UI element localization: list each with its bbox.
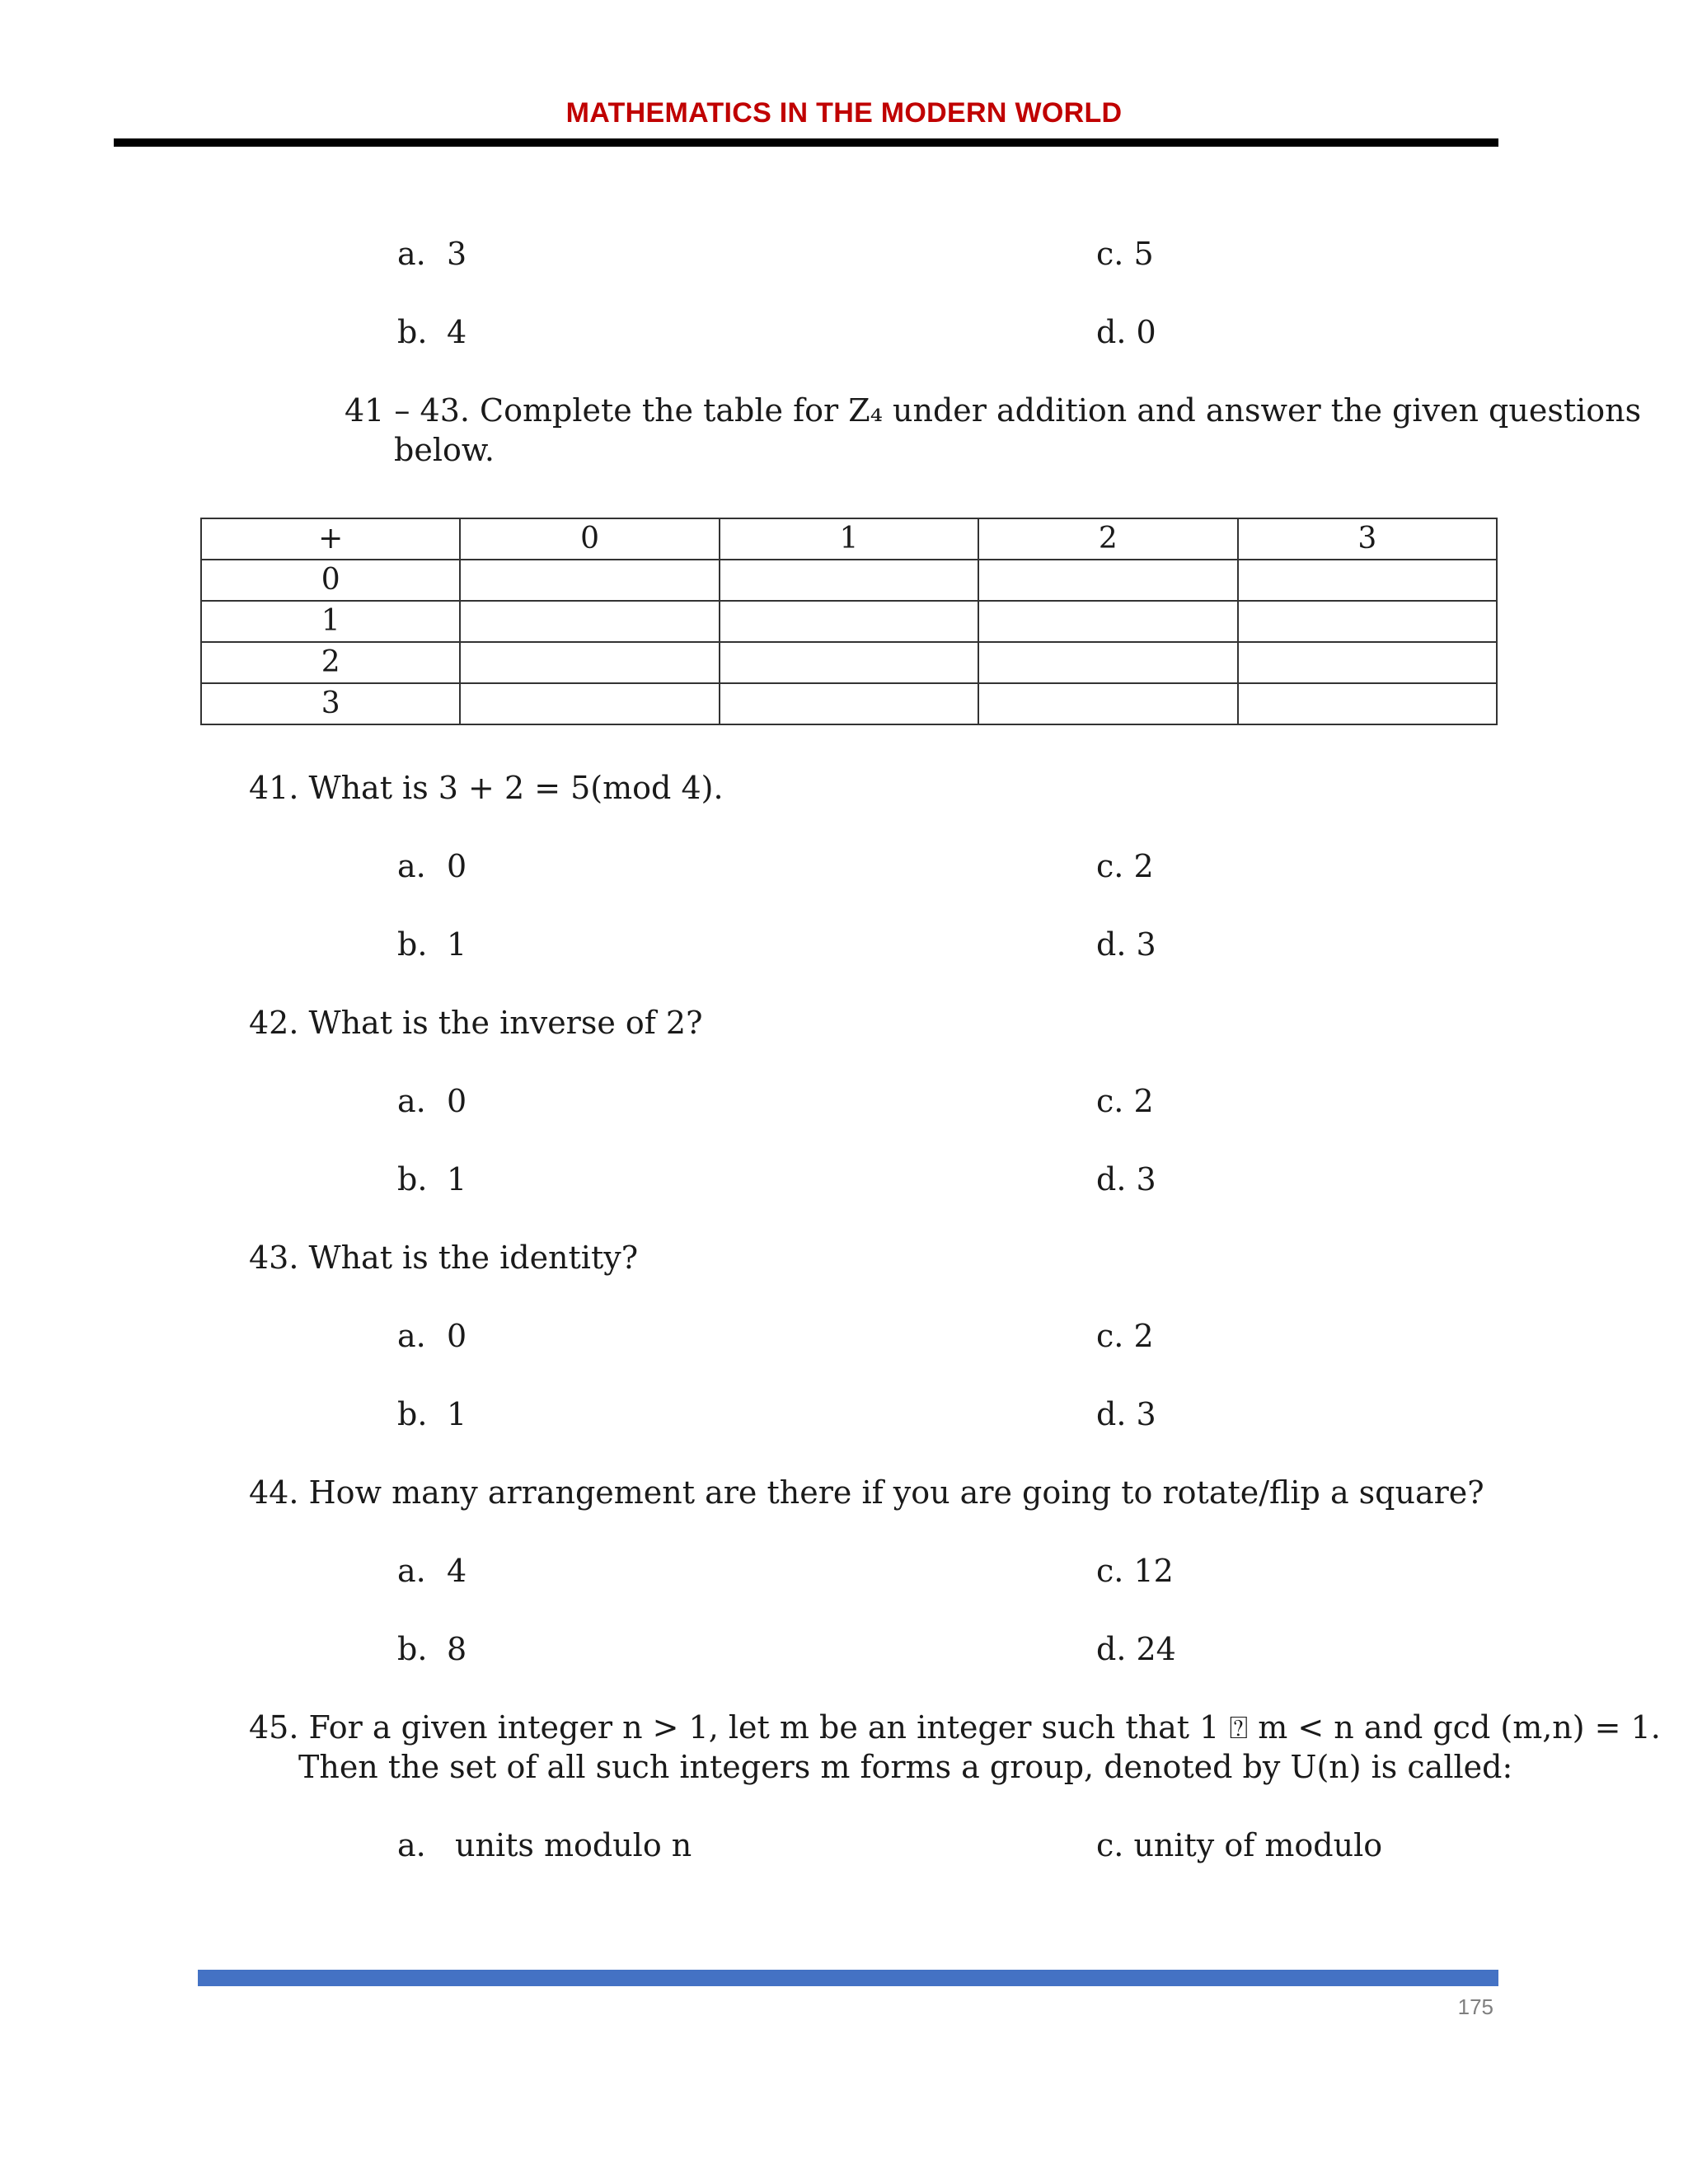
table-cell xyxy=(978,560,1237,601)
table-cell xyxy=(978,683,1237,724)
page-header-title: MATHEMATICS IN THE MODERN WORLD xyxy=(565,97,1123,129)
table-cell xyxy=(720,642,978,683)
option-a-label: a. xyxy=(397,236,426,272)
table-cell xyxy=(720,683,978,724)
option-b-value: 1 xyxy=(447,1161,467,1197)
table-header-cell: 3 xyxy=(1238,518,1497,560)
option-b-value: 4 xyxy=(447,314,467,350)
option-b-label: b. xyxy=(397,1161,428,1197)
table-row xyxy=(201,560,1497,601)
question-42: 42. What is the inverse of 2? xyxy=(249,1005,703,1041)
table-header-row xyxy=(201,518,1497,560)
table-row-label: 2 xyxy=(201,642,460,683)
option-a-label: a. xyxy=(397,848,426,884)
option-b-label: b. xyxy=(397,1631,428,1667)
table-row xyxy=(201,601,1497,642)
option-a-label: a. xyxy=(397,1083,426,1119)
option-b-value: 1 xyxy=(447,926,467,963)
option-a-value: 0 xyxy=(447,848,467,884)
option-a-label: a. xyxy=(397,1318,426,1354)
table-cell xyxy=(1238,560,1497,601)
option-d: d. 3 xyxy=(1096,926,1156,963)
table-cell xyxy=(1238,601,1497,642)
question-41: 41. What is 3 + 2 = 5(mod 4). xyxy=(249,770,724,806)
table-cell xyxy=(978,601,1237,642)
option-a-value: 0 xyxy=(447,1318,467,1354)
option-b-value: 1 xyxy=(447,1396,467,1432)
question-45-line-1: 45. For a given integer n > 1, let m be an integer such that 1 ⍰ m < n and gcd (m,n) = 1. xyxy=(249,1709,1661,1746)
option-a-value: 3 xyxy=(447,236,467,272)
table-header-cell: 2 xyxy=(978,518,1237,560)
question-43: 43. What is the identity? xyxy=(249,1240,639,1276)
option-c: c. 12 xyxy=(1096,1553,1174,1589)
option-a-value: 4 xyxy=(447,1553,467,1589)
option-b-label: b. xyxy=(397,1396,428,1432)
option-b-value: 8 xyxy=(447,1631,467,1667)
table-header-cell: + xyxy=(201,518,460,560)
option-d: d. 3 xyxy=(1096,1396,1156,1432)
intro-line-2: below. xyxy=(394,432,495,468)
option-c: c. unity of modulo xyxy=(1096,1827,1383,1863)
table-cell xyxy=(460,560,719,601)
table-cell xyxy=(460,642,719,683)
table-cell xyxy=(460,683,719,724)
table-cell xyxy=(1238,683,1497,724)
option-c: c. 5 xyxy=(1096,236,1154,272)
option-d: d. 3 xyxy=(1096,1161,1156,1197)
option-c: c. 2 xyxy=(1096,1318,1154,1354)
table-row-label: 3 xyxy=(201,683,460,724)
question-44: 44. How many arrangement are there if you are going to rotate/flip a square? xyxy=(249,1474,1484,1511)
option-a-label: a. xyxy=(397,1827,426,1863)
table-cell xyxy=(460,601,719,642)
table-row-label: 1 xyxy=(201,601,460,642)
table-row-label: 0 xyxy=(201,560,460,601)
question-45-line-2: Then the set of all such integers m forms a group, denoted by U(n) is called: xyxy=(298,1749,1513,1785)
footer-bar xyxy=(198,1970,1498,1986)
intro-line-1: 41 – 43. Complete the table for Z₄ under addition and answer the given questions xyxy=(345,392,1642,429)
table-cell xyxy=(720,560,978,601)
option-a-value: units modulo n xyxy=(455,1827,692,1863)
table-header-cell: 0 xyxy=(460,518,719,560)
option-a-value: 0 xyxy=(447,1083,467,1119)
table-row xyxy=(201,683,1497,724)
table-row xyxy=(201,642,1497,683)
table-cell xyxy=(1238,642,1497,683)
option-c: c. 2 xyxy=(1096,848,1154,884)
option-b-label: b. xyxy=(397,314,428,350)
header-rule xyxy=(114,138,1498,147)
option-a-label: a. xyxy=(397,1553,426,1589)
table-header-cell: 1 xyxy=(720,518,978,560)
option-d: d. 0 xyxy=(1096,314,1156,350)
option-b-label: b. xyxy=(397,926,428,963)
option-d: d. 24 xyxy=(1096,1631,1176,1667)
option-c: c. 2 xyxy=(1096,1083,1154,1119)
page-number: 175 xyxy=(1457,1994,1493,2019)
z4-addition-table xyxy=(200,518,1498,725)
table-cell xyxy=(978,642,1237,683)
table-cell xyxy=(720,601,978,642)
